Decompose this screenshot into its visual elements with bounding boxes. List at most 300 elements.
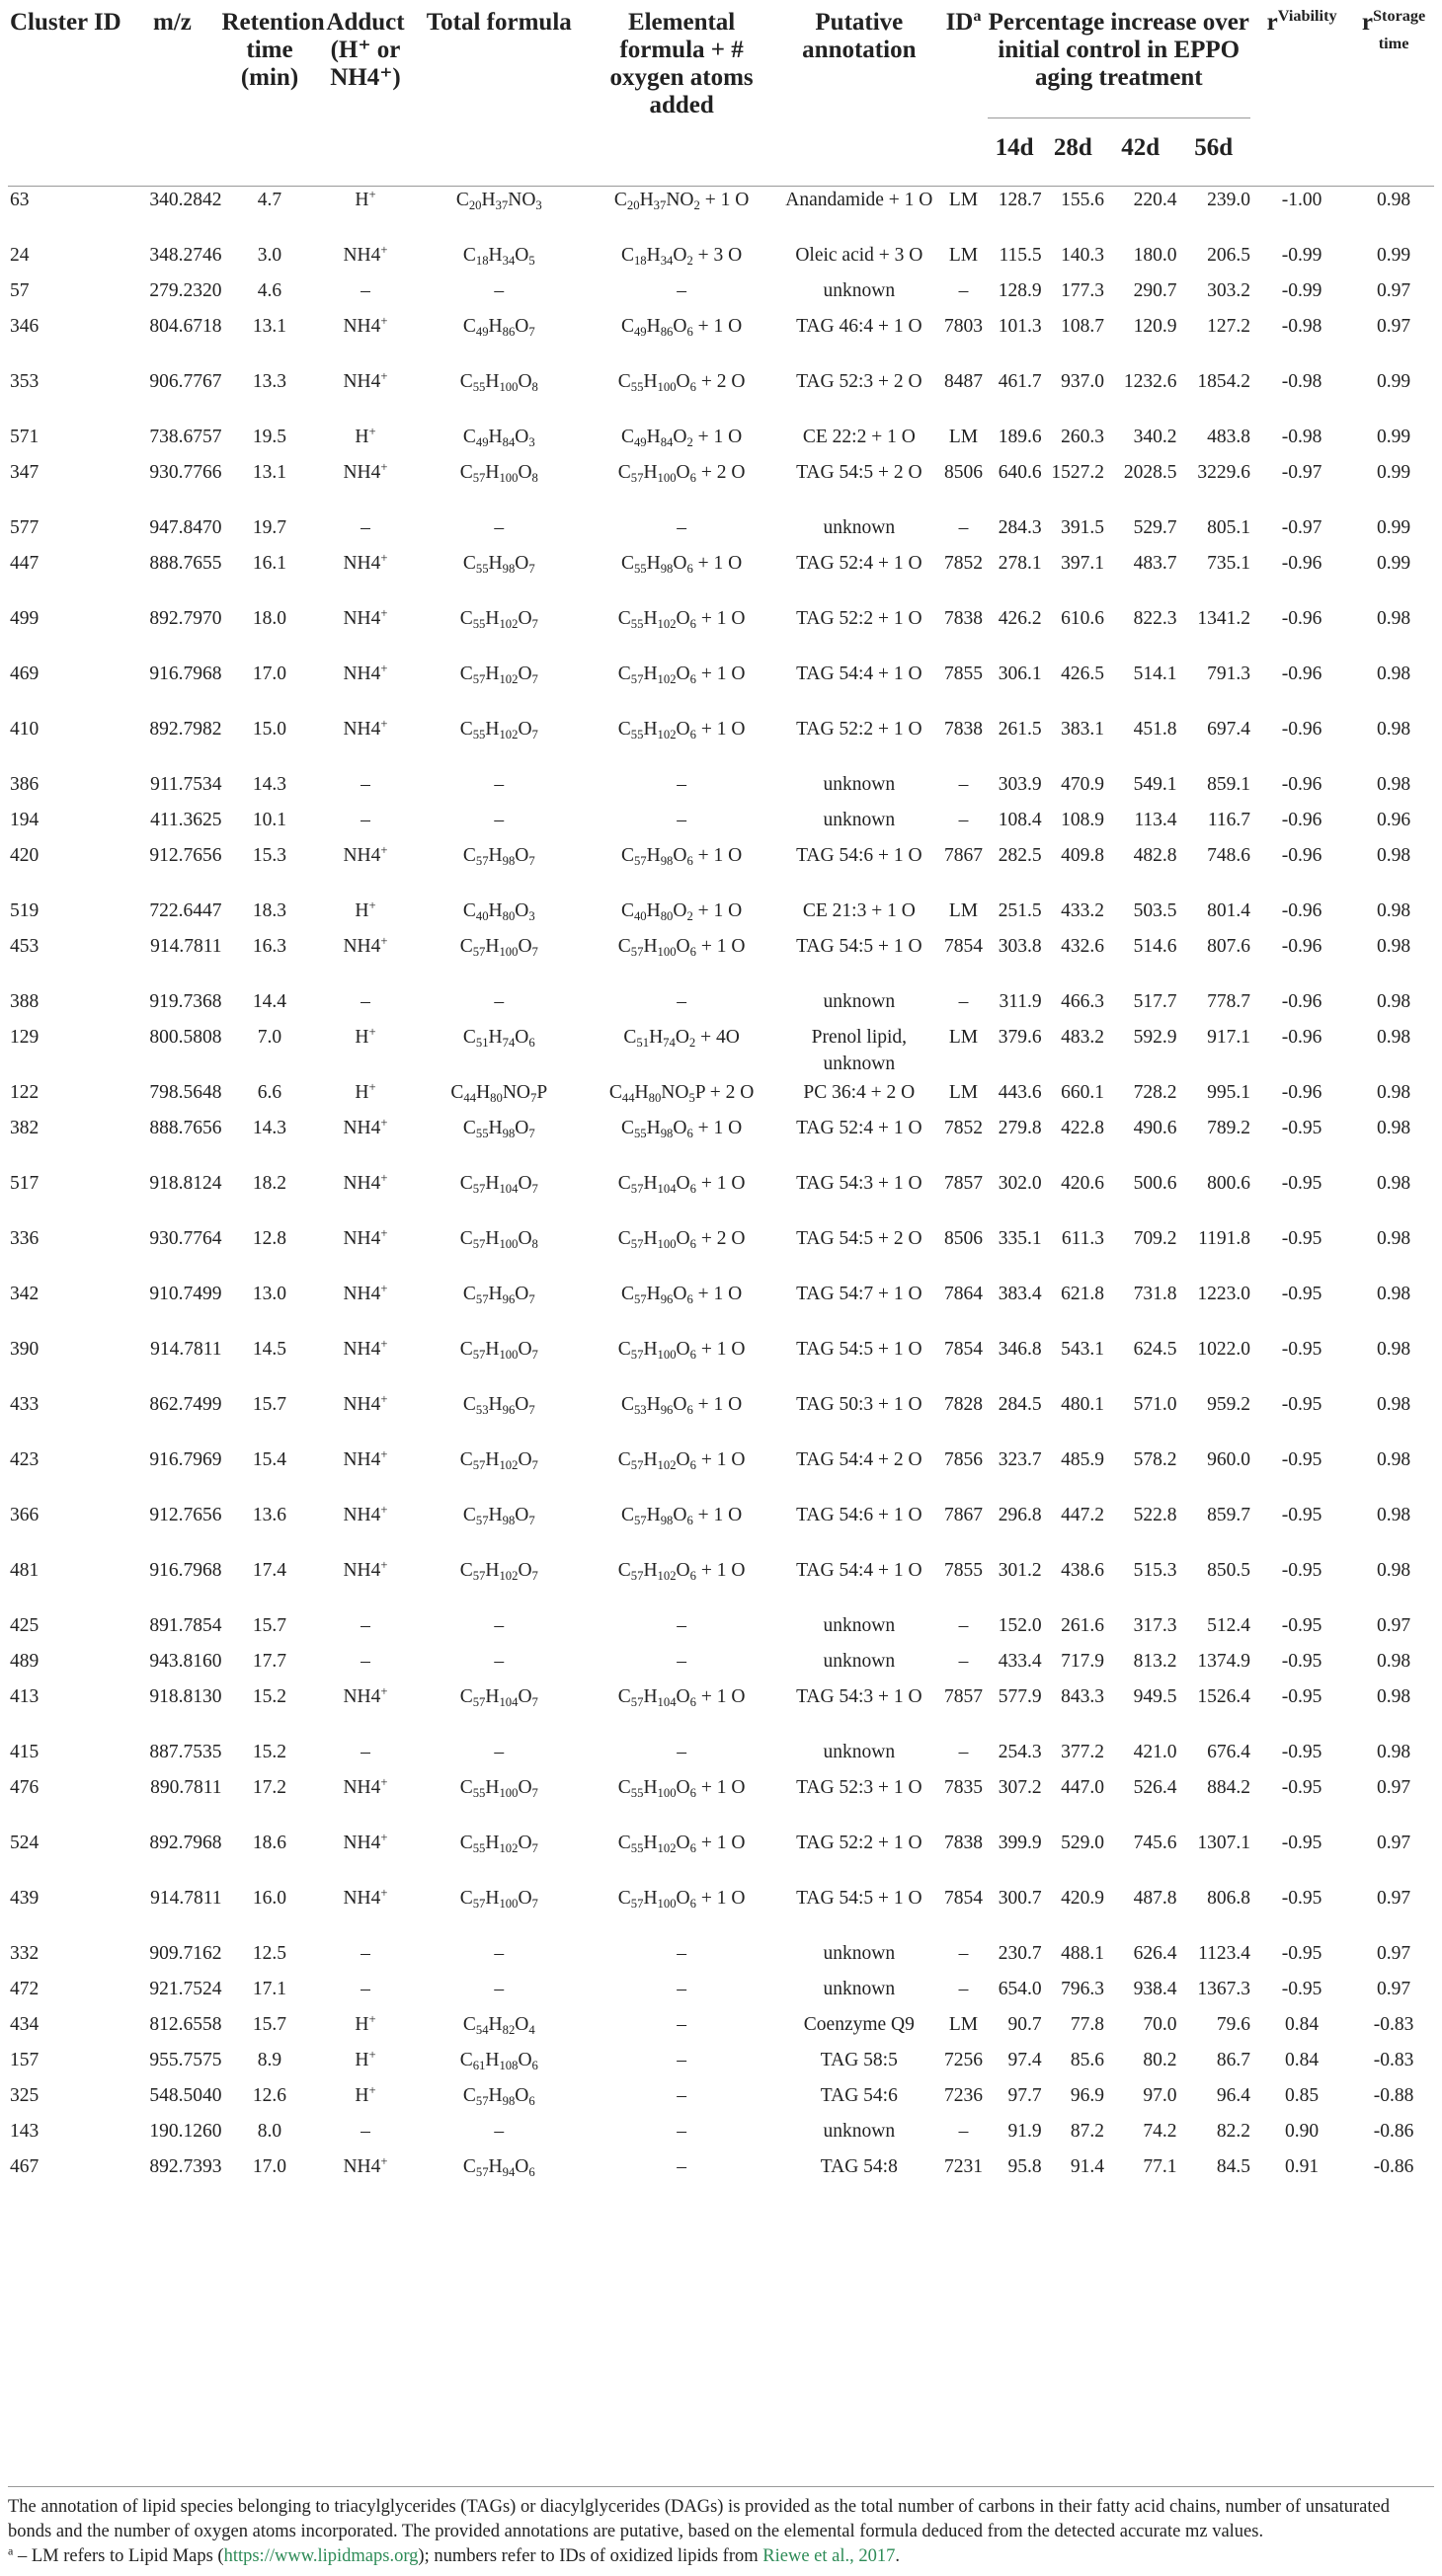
cell-cluster-id: 439 [10, 1887, 40, 1909]
cell-putative-annotation: TAG 54:3 + 1 O [796, 1172, 922, 1194]
cell-elemental-formula: – [677, 990, 686, 1012]
cell-cluster-id: 194 [10, 809, 40, 830]
cell-r-storage-time: 0.97 [1377, 1614, 1411, 1636]
cell-mz: 930.7764 [149, 1227, 222, 1249]
cell-r-storage-time: 0.98 [1377, 1338, 1411, 1360]
cell-cluster-id: 517 [10, 1172, 40, 1194]
cell-elemental-formula: $C_{57}H_{100}O_6 + 2$ O [617, 461, 746, 485]
cell-cluster-id: 453 [10, 935, 40, 957]
header-cluster-id: Cluster ID [10, 9, 121, 36]
cell-putative-annotation: Anandamide + 1 O [785, 190, 933, 210]
cell-cluster-id: 571 [10, 426, 40, 447]
cell-pct-42d: 487.8 [1133, 1887, 1177, 1909]
table-body [8, 187, 1434, 2189]
cell-pct-56d: 1022.0 [1197, 1338, 1251, 1360]
cell-r-storage-time: 0.98 [1377, 773, 1411, 795]
cell-putative-annotation: TAG 52:2 + 1 O [796, 718, 922, 740]
table-row [8, 716, 1434, 771]
cell-mz: 892.7968 [149, 1832, 222, 1853]
cell-pct-28d: 1527.2 [1051, 461, 1104, 483]
table-row [8, 1612, 1434, 1648]
cell-r-viability: -0.96 [1281, 1081, 1322, 1103]
cell-pct-28d: 480.1 [1061, 1393, 1104, 1415]
cell-pct-42d: 113.4 [1134, 809, 1177, 830]
cell-r-viability: -0.95 [1281, 1650, 1322, 1672]
cell-mz: 862.7499 [149, 1393, 222, 1415]
cell-cluster-id: 577 [10, 516, 40, 538]
cell-pct-14d: 90.7 [1007, 2013, 1042, 2035]
cell-retention-time: 6.6 [257, 1081, 282, 1103]
cell-pct-42d: 728.2 [1133, 1081, 1177, 1103]
table-row [8, 1170, 1434, 1225]
cell-total-formula: $C_{18}H_{34}O_5$ [462, 244, 535, 268]
table-footnotes [8, 2486, 1434, 2569]
cell-mz: 916.7969 [149, 1448, 222, 1470]
cell-pct-56d: 748.6 [1207, 844, 1251, 866]
cell-pct-42d: 514.1 [1133, 663, 1177, 684]
cell-id: – [958, 773, 969, 795]
cell-mz: 909.7162 [149, 1942, 222, 1964]
cell-id: – [958, 2120, 969, 2142]
cell-adduct: NH4+ [343, 1502, 388, 1525]
cell-id: 7256 [944, 2049, 984, 2070]
cell-pct-56d: 1191.8 [1198, 1227, 1251, 1249]
cell-r-storage-time: 0.98 [1377, 1227, 1411, 1249]
cell-id: – [958, 809, 969, 830]
cell-id: 7828 [944, 1393, 984, 1415]
cell-elemental-formula: $C_{57}H_{100}O_6 + 2$ O [617, 1227, 746, 1251]
cell-putative-annotation: TAG 54:5 + 1 O [796, 1887, 922, 1909]
cell-cluster-id: 476 [10, 1776, 40, 1798]
cell-id: 7856 [944, 1448, 984, 1470]
cell-pct-56d: 697.4 [1207, 718, 1251, 740]
table-row [8, 187, 1434, 242]
cell-total-formula: $C_{57}H_{104}O_7$ [459, 1685, 538, 1709]
cell-r-storage-time: 0.98 [1377, 1448, 1411, 1470]
cell-elemental-formula: $C_{51}H_{74}O_2 + 4O$ [623, 1026, 740, 1050]
cell-pct-42d: 624.5 [1133, 1338, 1177, 1360]
cell-id: LM [948, 426, 979, 447]
cell-pct-42d: 451.8 [1133, 718, 1177, 740]
cell-r-viability: -0.95 [1281, 1283, 1322, 1304]
cell-total-formula: $C_{55}H_{100}O_7$ [459, 1776, 538, 1800]
cell-pct-28d: 610.6 [1061, 607, 1104, 629]
cell-pct-28d: 383.1 [1061, 718, 1104, 740]
cell-pct-28d: 108.9 [1061, 809, 1104, 830]
cell-pct-28d: 397.1 [1061, 552, 1104, 574]
cell-pct-42d: 290.7 [1133, 279, 1177, 301]
cell-putative-annotation: CE 22:2 + 1 O [802, 426, 916, 447]
cell-r-viability: -0.95 [1281, 1978, 1322, 1999]
cell-r-storage-time: 0.97 [1377, 1887, 1411, 1909]
cell-pct-42d: 120.9 [1133, 315, 1177, 337]
cell-putative-annotation: TAG 54:7 + 1 O [796, 1283, 922, 1304]
cell-pct-42d: 626.4 [1133, 1942, 1177, 1964]
table-row [8, 424, 1434, 459]
cell-pct-42d: 549.1 [1133, 773, 1177, 795]
cell-cluster-id: 433 [10, 1393, 40, 1415]
cell-id: 7231 [944, 2155, 984, 2177]
header-id: $ID^a$ [945, 7, 982, 36]
cell-r-storage-time: 0.97 [1377, 315, 1411, 337]
cell-retention-time: 15.7 [252, 2013, 287, 2035]
cell-putative-annotation: PC 36:4 + 2 O [803, 1081, 916, 1103]
cell-pct-42d: 938.4 [1133, 1978, 1177, 1999]
cell-pct-56d: 801.4 [1207, 899, 1251, 921]
cell-mz: 279.2320 [149, 279, 222, 301]
cell-retention-time: 15.2 [252, 1685, 287, 1707]
cell-pct-56d: 884.2 [1207, 1776, 1251, 1798]
cell-pct-14d: 279.8 [998, 1117, 1042, 1138]
cell-pct-56d: 82.2 [1216, 2120, 1251, 2142]
cell-elemental-formula: $C_{55}H_{102}O_6 + 1$ O [617, 607, 746, 631]
cell-r-storage-time: 0.98 [1377, 1172, 1411, 1194]
cell-pct-42d: 822.3 [1133, 607, 1177, 629]
cell-r-storage-time: 0.98 [1377, 663, 1411, 684]
cell-elemental-formula: $C_{57}H_{100}O_6 + 1$ O [617, 935, 746, 959]
cell-retention-time: 10.1 [252, 809, 287, 830]
cell-pct-56d: 778.7 [1207, 990, 1251, 1012]
cell-pct-28d: 660.1 [1061, 1081, 1104, 1103]
header-r-storage-time: $r^{Storage time}$ [1361, 7, 1426, 53]
cell-id: 7854 [944, 1338, 984, 1360]
header-mz: m/z [153, 9, 192, 36]
cell-cluster-id: 472 [10, 1978, 40, 1999]
cell-pct-14d: 443.6 [998, 1081, 1042, 1103]
cell-retention-time: 17.0 [252, 2155, 287, 2177]
cell-r-viability: -0.96 [1281, 718, 1322, 740]
cell-mz: 911.7534 [150, 773, 222, 795]
cell-pct-56d: 959.2 [1207, 1393, 1251, 1415]
cell-mz: 919.7368 [149, 990, 222, 1012]
table-row [8, 313, 1434, 368]
cell-pct-14d: 115.5 [999, 244, 1042, 266]
cell-retention-time: 8.0 [257, 2120, 282, 2142]
cell-total-formula: $C_{53}H_{96}O_7$ [462, 1393, 535, 1417]
cell-r-storage-time: 0.98 [1377, 1741, 1411, 1762]
cell-putative-annotation: TAG 52:2 + 1 O [796, 1832, 922, 1853]
cell-pct-14d: 284.5 [998, 1393, 1042, 1415]
cell-total-formula: $C_{57}H_{98}O_7$ [462, 1504, 535, 1527]
cell-pct-28d: 717.9 [1061, 1650, 1104, 1672]
cell-pct-14d: 95.8 [1007, 2155, 1042, 2177]
cell-total-formula: $C_{40}H_{80}O_3$ [462, 899, 535, 923]
header-percentage-increase: Percentage increase over initial control in EPPO aging treatment [988, 0, 1251, 118]
cell-pct-42d: 731.8 [1133, 1283, 1177, 1304]
cell-pct-56d: 239.0 [1207, 190, 1251, 210]
cell-elemental-formula: $C_{55}H_{100}O_6 + 1$ O [617, 1776, 746, 1800]
cell-id: 7854 [944, 1887, 984, 1909]
cell-mz: 930.7766 [149, 461, 222, 483]
table-row [8, 514, 1434, 550]
cell-cluster-id: 63 [10, 190, 30, 210]
cell-r-storage-time: 0.99 [1377, 516, 1411, 538]
cell-r-viability: 0.91 [1285, 2155, 1320, 2177]
cell-putative-annotation: TAG 54:3 + 1 O [796, 1685, 922, 1707]
table-row [8, 1024, 1434, 1079]
table-row [8, 1281, 1434, 1336]
cell-pct-42d: 578.2 [1133, 1448, 1177, 1470]
cell-mz: 812.6558 [149, 2013, 222, 2035]
table-row [8, 1391, 1434, 1446]
cell-mz: 955.7575 [149, 2049, 222, 2070]
cell-pct-28d: 91.4 [1070, 2155, 1104, 2177]
cell-pct-42d: 97.0 [1143, 2084, 1177, 2106]
cell-mz: 891.7854 [149, 1614, 222, 1636]
cell-pct-42d: 515.3 [1133, 1559, 1177, 1581]
cell-total-formula: – [494, 279, 505, 301]
cell-mz: 906.7767 [149, 370, 222, 392]
cell-elemental-formula: $C_{57}H_{100}O_6 + 1$ O [617, 1887, 746, 1911]
cell-pct-42d: 77.1 [1143, 2155, 1177, 2177]
cell-adduct: NH4+ [343, 242, 388, 266]
cell-pct-56d: 1854.2 [1197, 370, 1251, 392]
cell-mz: 916.7968 [149, 1559, 222, 1581]
cell-adduct: – [360, 1614, 370, 1636]
cell-pct-42d: 529.7 [1133, 516, 1177, 538]
cell-mz: 800.5808 [149, 1026, 222, 1048]
riewe-reference-link[interactable]: Riewe et al., 2017 [762, 2546, 896, 2566]
cell-id: LM [948, 2013, 979, 2035]
cell-putative-annotation: TAG 54:5 + 2 O [796, 1227, 922, 1249]
cell-retention-time: 18.3 [252, 899, 287, 921]
table-row [8, 1830, 1434, 1885]
cell-pct-14d: 254.3 [998, 1741, 1042, 1762]
cell-pct-14d: 128.7 [998, 190, 1042, 210]
footnote-id-source: $^a$ – LM refers to Lipid Maps (https://www.lipidmaps.org); numbers refer to IDs of oxidized lipids from Riewe et al., 2017. [8, 2543, 900, 2566]
cell-r-viability: 0.90 [1285, 2120, 1320, 2142]
cell-pct-28d: 796.3 [1061, 1978, 1104, 1999]
cell-pct-56d: 3229.6 [1197, 461, 1251, 483]
cell-cluster-id: 332 [10, 1942, 40, 1964]
cell-total-formula: $C_{55}H_{102}O_7$ [459, 1832, 538, 1855]
table-row [8, 1557, 1434, 1612]
cell-mz: 947.8470 [149, 516, 222, 538]
cell-adduct: – [360, 1741, 370, 1762]
cell-putative-annotation: TAG 52:4 + 1 O [796, 552, 922, 574]
cell-retention-time: 13.1 [252, 315, 287, 337]
cell-pct-42d: 490.6 [1133, 1117, 1177, 1138]
cell-pct-56d: 206.5 [1207, 244, 1251, 266]
cell-pct-56d: 960.0 [1207, 1448, 1251, 1470]
cell-adduct: NH4+ [343, 2153, 388, 2177]
cell-cluster-id: 353 [10, 370, 40, 392]
cell-retention-time: 16.1 [252, 552, 287, 574]
cell-pct-42d: 483.7 [1133, 552, 1177, 574]
table-row [8, 807, 1434, 842]
cell-elemental-formula: – [677, 1942, 686, 1964]
table-row [8, 2011, 1434, 2047]
cell-pct-56d: 116.7 [1207, 809, 1251, 830]
cell-retention-time: 3.0 [257, 244, 282, 266]
cell-total-formula: $C_{57}H_{102}O_7$ [459, 663, 538, 686]
cell-elemental-formula: $C_{57}H_{98}O_6 + 1$ O [620, 844, 743, 868]
cell-adduct: NH4+ [343, 1830, 388, 1853]
cell-elemental-formula: $C_{57}H_{104}O_6 + 1$ O [617, 1685, 746, 1709]
cell-adduct: NH4+ [343, 661, 388, 684]
cell-pct-42d: 514.6 [1133, 935, 1177, 957]
cell-elemental-formula: $C_{57}H_{102}O_6 + 1$ O [617, 1559, 746, 1583]
cell-id: 8506 [944, 461, 984, 483]
cell-pct-14d: 654.0 [998, 1978, 1042, 1999]
cell-putative-annotation: unknown [823, 2120, 896, 2142]
cell-pct-56d: 789.2 [1207, 1117, 1251, 1138]
cell-cluster-id: 386 [10, 773, 40, 795]
cell-mz: 914.7811 [150, 1887, 222, 1909]
cell-elemental-formula: – [677, 2155, 686, 2177]
cell-pct-28d: 422.8 [1061, 1117, 1104, 1138]
cell-adduct: NH4+ [343, 1115, 388, 1138]
cell-pct-56d: 1307.1 [1197, 1832, 1251, 1853]
cell-retention-time: 13.3 [252, 370, 287, 392]
cell-cluster-id: 425 [10, 1614, 40, 1636]
cell-elemental-formula: $C_{57}H_{102}O_6 + 1$ O [617, 663, 746, 686]
cell-r-viability: -0.95 [1281, 1776, 1322, 1798]
header-elemental-formula: Elemental formula + # oxygen atoms added [609, 9, 754, 118]
cell-r-storage-time: 0.98 [1377, 899, 1411, 921]
cell-putative-annotation: TAG 52:2 + 1 O [796, 607, 922, 629]
cell-r-viability: -0.96 [1281, 607, 1322, 629]
cell-r-viability: -0.95 [1281, 1614, 1322, 1636]
cell-putative-annotation: TAG 54:5 + 1 O [796, 935, 922, 957]
cell-id: 7838 [944, 1832, 984, 1853]
cell-pct-56d: 791.3 [1207, 663, 1251, 684]
cell-pct-28d: 621.8 [1061, 1283, 1104, 1304]
cell-cluster-id: 423 [10, 1448, 40, 1470]
table-row [8, 1683, 1434, 1739]
cell-pct-56d: 807.6 [1207, 935, 1251, 957]
cell-retention-time: 17.0 [252, 663, 287, 684]
cell-elemental-formula: – [677, 2084, 686, 2106]
cell-putative-annotation: unknown [823, 809, 896, 830]
header-putative-annotation: Putative annotation [802, 9, 917, 63]
cell-total-formula: $C_{49}H_{84}O_3$ [462, 426, 535, 449]
cell-pct-14d: 91.9 [1007, 2120, 1042, 2142]
cell-id: 7838 [944, 718, 984, 740]
cell-pct-14d: 97.4 [1007, 2049, 1042, 2070]
cell-r-storage-time: 0.98 [1377, 190, 1411, 210]
cell-total-formula: $C_{57}H_{102}O_7$ [459, 1559, 538, 1583]
cell-pct-42d: 220.4 [1133, 190, 1177, 210]
cell-pct-14d: 282.5 [998, 844, 1042, 866]
header-day-28: 28d [1053, 134, 1092, 161]
cell-pct-56d: 735.1 [1207, 552, 1251, 574]
cell-pct-56d: 805.1 [1207, 516, 1251, 538]
cell-total-formula: $C_{57}H_{100}O_7$ [459, 1887, 538, 1911]
cell-total-formula: $C_{55}H_{102}O_7$ [459, 607, 538, 631]
table-row [8, 1648, 1434, 1683]
cell-id: 7855 [944, 663, 984, 684]
cell-pct-14d: 108.4 [998, 809, 1042, 830]
cell-mz: 798.5648 [149, 1081, 222, 1103]
cell-r-viability: -0.95 [1281, 1227, 1322, 1249]
cell-adduct: NH4+ [343, 1885, 388, 1909]
cell-pct-28d: 85.6 [1070, 2049, 1104, 2070]
cell-elemental-formula: $C_{49}H_{86}O_6 + 1$ O [620, 315, 743, 339]
cell-r-viability: -0.95 [1281, 1172, 1322, 1194]
cell-adduct: NH4+ [343, 716, 388, 740]
cell-total-formula: – [494, 2120, 505, 2142]
cell-total-formula: $C_{57}H_{104}O_7$ [459, 1172, 538, 1196]
cell-pct-14d: 311.9 [999, 990, 1042, 1012]
cell-total-formula: $C_{57}H_{102}O_7$ [459, 1448, 538, 1472]
cell-mz: 910.7499 [149, 1283, 222, 1304]
cell-adduct: NH4+ [343, 550, 388, 574]
cell-adduct: NH4+ [343, 842, 388, 866]
cell-r-storage-time: 0.98 [1377, 1504, 1411, 1525]
cell-adduct: – [360, 990, 370, 1012]
cell-r-storage-time: 0.98 [1377, 1081, 1411, 1103]
cell-cluster-id: 481 [10, 1559, 40, 1581]
cell-r-storage-time: 0.96 [1377, 809, 1411, 830]
cell-pct-28d: 377.2 [1061, 1741, 1104, 1762]
cell-pct-14d: 278.1 [998, 552, 1042, 574]
cell-cluster-id: 469 [10, 663, 40, 684]
cell-pct-14d: 335.1 [998, 1227, 1042, 1249]
cell-pct-28d: 433.2 [1061, 899, 1104, 921]
cell-retention-time: 13.6 [252, 1504, 287, 1525]
cell-r-storage-time: 0.98 [1377, 1117, 1411, 1138]
cell-pct-14d: 383.4 [998, 1283, 1042, 1304]
cell-pct-42d: 813.2 [1133, 1650, 1177, 1672]
cell-retention-time: 12.5 [252, 1942, 287, 1964]
cell-mz: 918.8130 [149, 1685, 222, 1707]
cell-pct-14d: 346.8 [998, 1338, 1042, 1360]
cell-retention-time: 15.4 [252, 1448, 287, 1470]
cell-mz: 892.7970 [149, 607, 222, 629]
table-row [8, 459, 1434, 514]
cell-pct-14d: 461.7 [998, 370, 1042, 392]
cell-pct-56d: 1223.0 [1197, 1283, 1251, 1304]
cell-r-viability: -0.99 [1281, 279, 1322, 301]
cell-pct-14d: 379.6 [998, 1026, 1042, 1048]
cell-elemental-formula: $C_{57}H_{104}O_6 + 1$ O [617, 1172, 746, 1196]
cell-pct-28d: 426.5 [1061, 663, 1104, 684]
cell-id: – [958, 1741, 969, 1762]
cell-retention-time: 14.3 [252, 1117, 287, 1138]
cell-mz: 548.5040 [149, 2084, 222, 2106]
cell-putative-annotation: TAG 52:3 + 2 O [796, 370, 922, 392]
cell-cluster-id: 524 [10, 1832, 40, 1853]
cell-putative-annotation: TAG 52:3 + 1 O [796, 1776, 922, 1798]
cell-mz: 804.6718 [149, 315, 222, 337]
cell-id: LM [948, 1026, 979, 1048]
cell-mz: 190.1260 [149, 2120, 222, 2142]
cell-r-viability: -0.98 [1281, 426, 1322, 447]
cell-r-storage-time: -0.86 [1373, 2155, 1414, 2177]
cell-pct-42d: 526.4 [1133, 1776, 1177, 1798]
cell-pct-42d: 74.2 [1143, 2120, 1177, 2142]
lipidmaps-link[interactable]: https://www.lipidmaps.org [223, 2546, 419, 2566]
cell-pct-56d: 303.2 [1207, 279, 1251, 301]
cell-retention-time: 12.6 [252, 2084, 287, 2106]
table-row [8, 1446, 1434, 1502]
cell-pct-14d: 296.8 [998, 1504, 1042, 1525]
cell-id: – [958, 1942, 969, 1964]
cell-r-viability: 0.84 [1285, 2049, 1320, 2070]
cell-id: 8487 [944, 370, 984, 392]
cell-adduct: NH4+ [343, 459, 388, 483]
cell-retention-time: 18.2 [252, 1172, 287, 1194]
cell-adduct: H+ [355, 188, 376, 210]
table-row [8, 1940, 1434, 1976]
cell-putative-annotation: Coenzyme Q9 [803, 2013, 915, 2035]
cell-retention-time: 14.4 [252, 990, 287, 1012]
cell-id: LM [948, 244, 979, 266]
cell-id: 7867 [944, 1504, 984, 1525]
cell-pct-28d: 432.6 [1061, 935, 1104, 957]
cell-mz: 411.3625 [150, 809, 222, 830]
